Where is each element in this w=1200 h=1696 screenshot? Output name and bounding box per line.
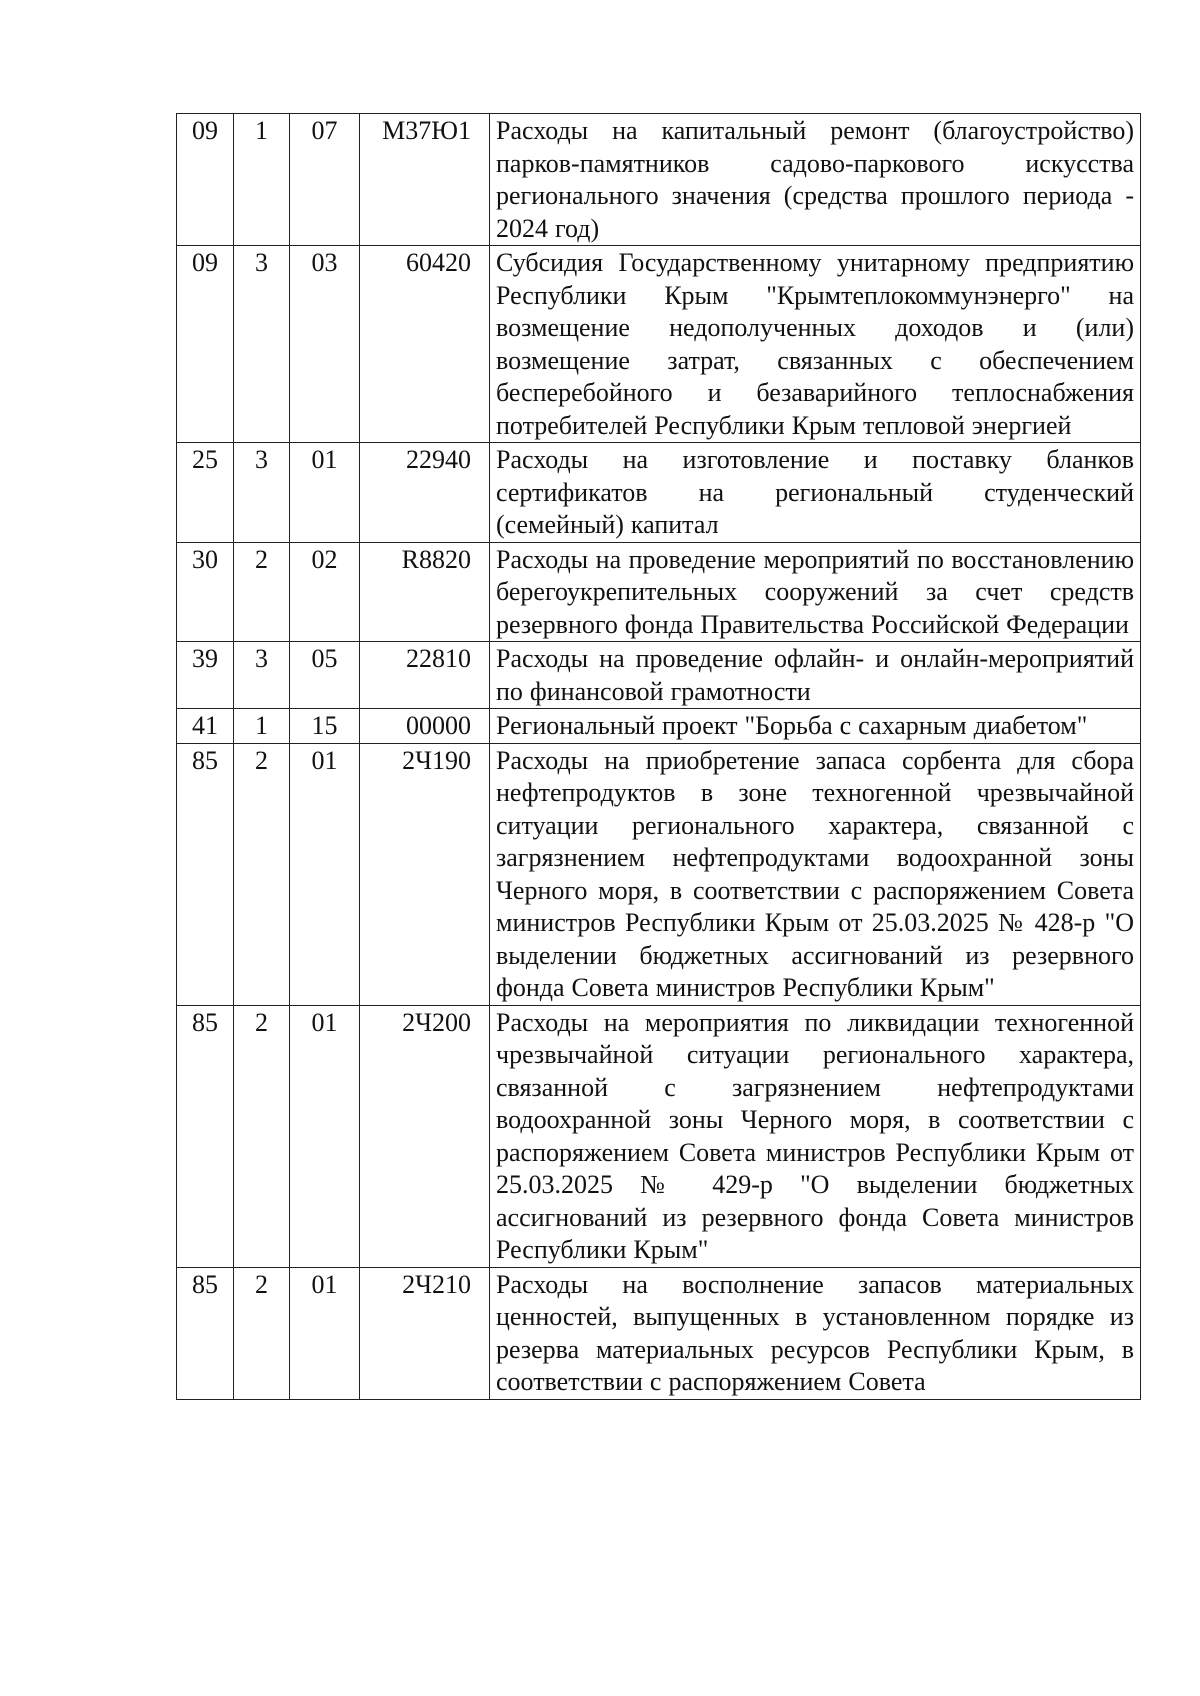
table-row [177,1005,1141,1267]
table-row [177,1267,1141,1399]
table-row [177,443,1141,543]
expense-description-cell: Расходы на проведение мероприятий по восстановлению берегоукрепительных сооружений за счет средств резервного фонда Правительства Российской Федерации [490,542,1141,642]
subprogram-code-cell: 3 [234,642,290,709]
direction-code-cell: 00000 [360,709,490,744]
program-code-cell: 41 [177,709,234,744]
direction-code-cell: 22940 [360,443,490,543]
expense-description-cell: Расходы на восполнение запасов материальных ценностей, выпущенных в установленном порядке из резерва материальных ресурсов Республики Крым, в соответствии с распоряжением Совета [490,1267,1141,1399]
expense-description-cell: Региональный проект "Борьба с сахарным диабетом" [490,709,1141,744]
subprogram-code-cell: 2 [234,743,290,1005]
program-code-cell: 09 [177,246,234,443]
subprogram-code-cell: 3 [234,443,290,543]
table-row [177,246,1141,443]
program-code-cell: 85 [177,1267,234,1399]
table-row [177,642,1141,709]
event-code-cell: 07 [290,114,360,246]
table-body [177,114,1141,1400]
event-code-cell: 01 [290,443,360,543]
event-code-cell: 01 [290,1005,360,1267]
direction-code-cell: 2Ч200 [360,1005,490,1267]
subprogram-code-cell: 1 [234,114,290,246]
event-code-cell: 01 [290,743,360,1005]
program-code-cell: 85 [177,1005,234,1267]
expense-description-cell: Расходы на приобретение запаса сорбента для сбора нефтепродуктов в зоне техногенной чрезвычайной ситуации регионального характера, связанной с загрязнением нефтепродуктами водоохранной зоны Черного моря, в соответствии с распоряжением Совета министров Республики Крым от 25.03.2025 № 428-р "О выделении бюджетных ассигнований из резервного фонда Совета министров Республики Крым" [490,743,1141,1005]
expense-description-cell: Расходы на мероприятия по ликвидации техногенной чрезвычайной ситуации регионального характера, связанной с загрязнением нефтепродуктами водоохранной зоны Черного моря, в соответствии с распоряжением Совета министров Республики Крым от 25.03.2025 № 429-р "О выделении бюджетных ассигнований из резервного фонда Совета министров Республики Крым" [490,1005,1141,1267]
table-row [177,542,1141,642]
table-row [177,709,1141,744]
event-code-cell: 01 [290,1267,360,1399]
table-row [177,114,1141,246]
budget-classification-table [176,113,1141,1400]
event-code-cell: 15 [290,709,360,744]
subprogram-code-cell: 2 [234,542,290,642]
expense-description-cell: Расходы на проведение офлайн- и онлайн-мероприятий по финансовой грамотности [490,642,1141,709]
direction-code-cell: 2Ч210 [360,1267,490,1399]
expense-description-cell: Расходы на изготовление и поставку бланков сертификатов на региональный студенческий (семейный) капитал [490,443,1141,543]
program-code-cell: 39 [177,642,234,709]
table-row [177,743,1141,1005]
event-code-cell: 02 [290,542,360,642]
direction-code-cell: 2Ч190 [360,743,490,1005]
expense-description-cell: Субсидия Государственному унитарному предприятию Республики Крым "Крымтеплокоммунэнерго" на возмещение недополученных доходов и (или) возмещение затрат, связанных с обеспечением бесперебойного и безаварийного теплоснабжения потребителей Республики Крым тепловой энергией [490,246,1141,443]
program-code-cell: 09 [177,114,234,246]
program-code-cell: 30 [177,542,234,642]
event-code-cell: 05 [290,642,360,709]
program-code-cell: 25 [177,443,234,543]
direction-code-cell: М37Ю1 [360,114,490,246]
subprogram-code-cell: 1 [234,709,290,744]
direction-code-cell: 60420 [360,246,490,443]
direction-code-cell: R8820 [360,542,490,642]
direction-code-cell: 22810 [360,642,490,709]
subprogram-code-cell: 3 [234,246,290,443]
event-code-cell: 03 [290,246,360,443]
expense-description-cell: Расходы на капитальный ремонт (благоустройство) парков-памятников садово-паркового искусства регионального значения (средства прошлого периода - 2024 год) [490,114,1141,246]
program-code-cell: 85 [177,743,234,1005]
subprogram-code-cell: 2 [234,1267,290,1399]
subprogram-code-cell: 2 [234,1005,290,1267]
